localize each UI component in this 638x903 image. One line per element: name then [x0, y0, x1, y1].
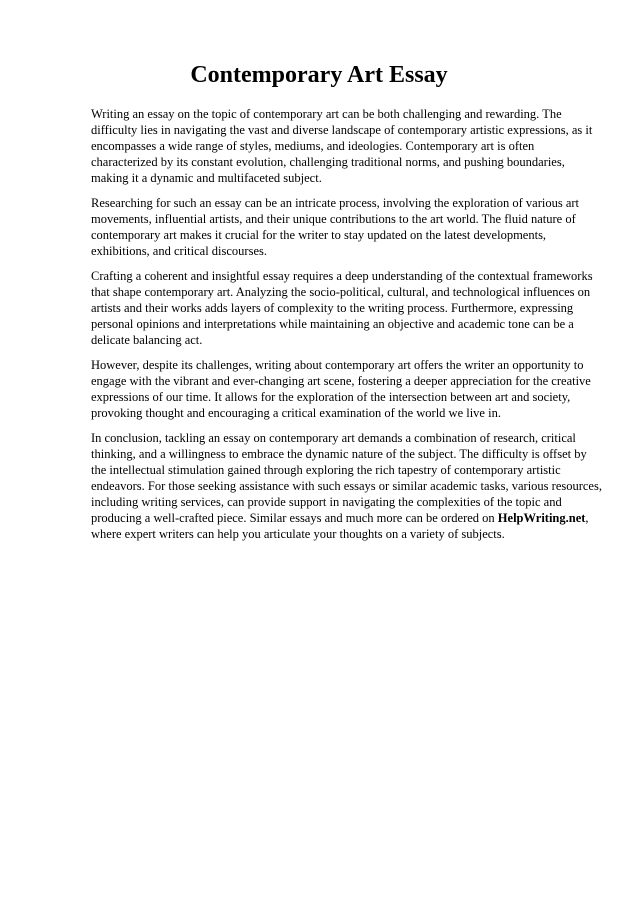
paragraph-1: Writing an essay on the topic of contemporary art can be both challenging and rewarding. The difficulty lies in navigating the vast and diverse landscape of contemporary artistic expressions, as it encompasses a wide range of styles, mediums, and ideologies. Contemporary art is often characterized by its constant evolution, challenging traditional norms, and pushing boundaries, making it a dynamic and multifaceted subject. [91, 107, 593, 185]
conclusion-end-text: , where expert writers can help you articulate your thoughts on a variety of subjects. [91, 511, 589, 541]
paragraph-3: Crafting a coherent and insightful essay requires a deep understanding of the contextual frameworks that shape contemporary art. Analyzing the socio-political, cultural, and technological influences on artists and their works adds layers of complexity to the writing process. Furthermore, expressing personal opinions and interpretations while maintaining an objective and academic tone can be a delicate balancing act. [91, 269, 593, 347]
conclusion-text: In conclusion, tackling an essay on contemporary art demands a combination of research, critical thinking, and a willingness to embrace the dynamic nature of the subject. The difficulty is offset by the intellectual stimulation gained through exploring the rich tapestry of contemporary artistic endeavors. For those seeking assistance with such essays or similar academic tasks, various resources, including writing services, can provide support in navigating the complexities of the topic and producing a well-crafted piece. Similar essays and much more can be ordered on [91, 431, 602, 525]
paragraph-4: However, despite its challenges, writing about contemporary art offers the writer an opportunity to engage with the vibrant and ever-changing art scene, fostering a deeper appreciation for the creative expressions of our time. It allows for the exploration of the intersection between art and society, provoking thought and encouraging a critical examination of the world we live in. [91, 358, 591, 420]
brand-link[interactable]: HelpWriting.net [497, 511, 586, 525]
document-body [91, 106, 603, 551]
paragraph-conclusion [91, 430, 603, 542]
document-title: Contemporary Art Essay [190, 62, 448, 88]
paragraph-2: Researching for such an essay can be an intricate process, involving the exploration of various art movements, influential artists, and their unique contributions to the art world. The fluid nature of contemporary art makes it crucial for the writer to stay updated on the latest developments, exhibitions, and critical discourses. [91, 196, 580, 258]
